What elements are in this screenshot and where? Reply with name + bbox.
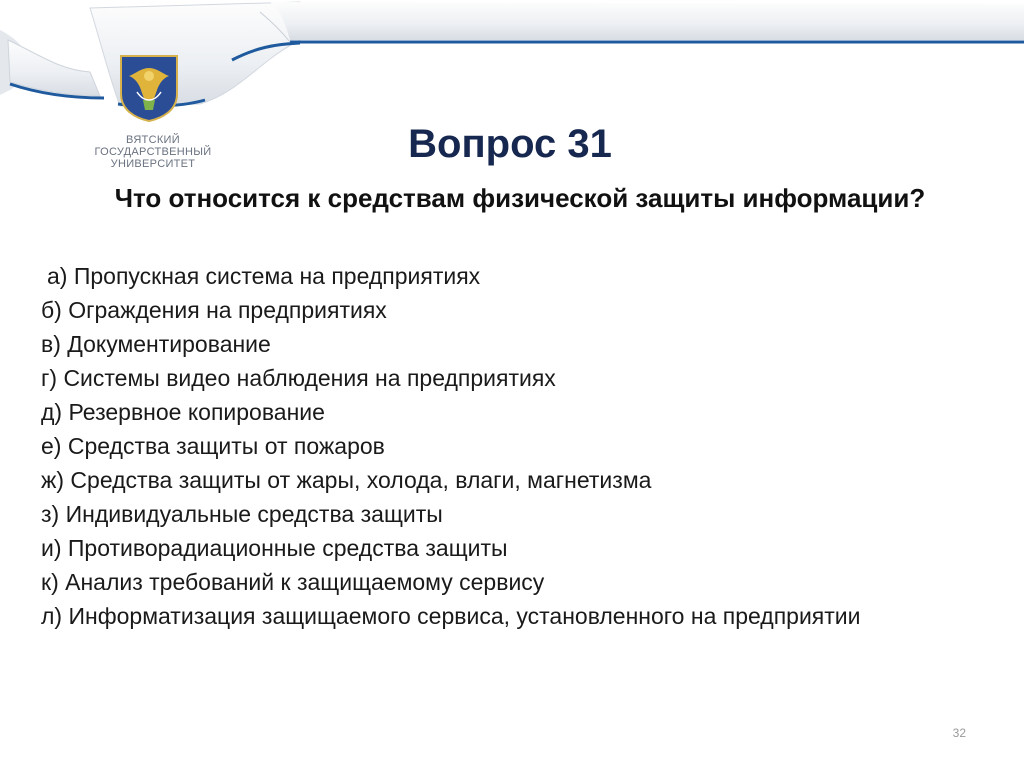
answer-option: а) Пропускная система на предприятиях xyxy=(47,263,481,289)
university-name-line: УНИВЕРСИТЕТ xyxy=(110,158,196,170)
answer-option: б) Ограждения на предприятиях xyxy=(41,297,387,323)
answer-option: е) Средства защиты от пожаров xyxy=(41,433,385,459)
university-name-line: ВЯТСКИЙ xyxy=(126,134,180,146)
university-name-line: ГОСУДАРСТВЕННЫЙ xyxy=(94,146,212,158)
slide-title xyxy=(0,122,1024,167)
answer-option: в) Документирование xyxy=(41,331,271,357)
answer-options xyxy=(41,259,981,633)
answer-option: ж) Средства защиты от жары, холода, влаги, магнетизма xyxy=(41,467,652,493)
answer-option: д) Резервное копирование xyxy=(41,399,325,425)
answer-option: л) Информатизация защищаемого сервиса, установленного на предприятии xyxy=(41,603,861,629)
question-text: Что относится к средствам физической защиты информации? xyxy=(114,183,926,213)
answer-option: к) Анализ требований к защищаемому сервису xyxy=(41,569,545,595)
answer-option: з) Индивидуальные средства защиты xyxy=(41,501,443,527)
slide-title-text: Вопрос 31 xyxy=(408,122,612,166)
university-crest-icon xyxy=(117,52,181,122)
answer-option: г) Системы видео наблюдения на предприятиях xyxy=(41,365,556,391)
page-number: 32 xyxy=(952,726,966,740)
answer-option: и) Противорадиационные средства защиты xyxy=(41,535,508,561)
